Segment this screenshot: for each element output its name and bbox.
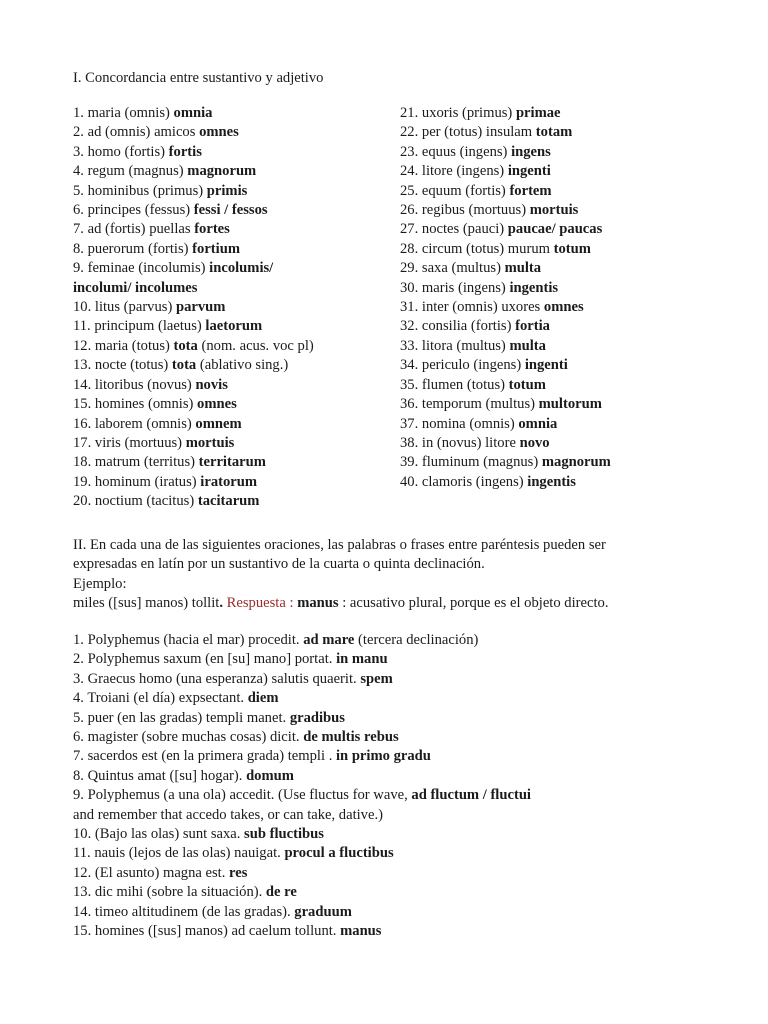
exercise-item [400, 317, 740, 336]
item-text: 10. litus (parvus) [73, 299, 176, 316]
item-text: 30. maris (ingens) [400, 279, 510, 296]
item-text: 2. ad (omnis) amicos [73, 124, 200, 141]
item-text: 18. matrum (territus) [73, 454, 199, 471]
exercise-item [73, 415, 393, 434]
example-answer: manus [297, 595, 339, 612]
item-answer: primis [206, 182, 248, 199]
exercise-item [400, 473, 740, 492]
exercise-item [400, 279, 740, 298]
item-answer: ingens [511, 143, 551, 160]
example-label: Ejemplo: [73, 575, 127, 592]
item-answer: multa [504, 260, 542, 277]
section-2-exercises [73, 631, 733, 942]
item-answer: ad mare [303, 632, 355, 648]
section-2-title: II. En cada una de las siguientes oraciones, las palabras o frases entre paréntesis pueden ser [73, 537, 606, 553]
exercise-item [73, 864, 733, 883]
item-text: 22. per (totus) insulam [400, 124, 536, 141]
right-column-exercises [400, 104, 740, 492]
item-text: 40. clamoris (ingens) [400, 473, 528, 490]
exercise-item [73, 201, 393, 220]
example-line [73, 594, 733, 613]
exercise-item [73, 883, 733, 902]
item-answer: magnorum [541, 454, 611, 471]
exercise-item [73, 689, 733, 708]
item-answer: fortes [194, 221, 230, 238]
exercise-item [400, 259, 740, 278]
item-text: 10. (Bajo las olas) sunt saxa. [73, 826, 245, 843]
item-answer: incolumi/ incolumes [73, 279, 198, 296]
exercise-item [73, 670, 733, 689]
item-answer: ingentis [509, 279, 559, 296]
item-answer: procul a fluctibus [284, 845, 394, 862]
item-text: 13. dic mihi (sobre la situación). [73, 884, 266, 901]
item-answer: laetorum [205, 318, 263, 335]
exercise-item [73, 453, 393, 472]
item-text: 3. Graecus homo (una esperanza) salutis quaerit. [73, 670, 361, 687]
item-text: 28. circum (totus) murum [400, 240, 554, 257]
exercise-item [400, 201, 740, 220]
exercise-item [73, 825, 733, 844]
item-answer: totum [508, 376, 546, 393]
item-text: 8. puerorum (fortis) [73, 240, 193, 257]
item-answer: multorum [538, 396, 602, 413]
item-text: 21. uxoris (primus) [400, 105, 516, 121]
item-answer: totam [535, 124, 573, 141]
exercise-item [73, 650, 733, 669]
exercise-item [400, 220, 740, 239]
item-answer: novo [519, 434, 550, 451]
exercise-item [73, 473, 393, 492]
example-text: miles ([sus] manos) tollit [73, 595, 220, 612]
item-text: 37. nomina (omnis) [400, 415, 519, 432]
item-text: 5. puer (en las gradas) templi manet. [73, 709, 290, 726]
item-text: 5. hominibus (primus) [73, 182, 207, 199]
exercise-item [400, 337, 740, 356]
item-answer: omnes [543, 299, 584, 316]
exercise-item-continuation: and remember that accedo takes, or can take, dative.) [73, 806, 383, 823]
exercise-item [73, 631, 733, 650]
exercise-item [73, 123, 393, 142]
exercise-item [73, 747, 733, 766]
item-text: 15. homines (omnis) [73, 396, 198, 413]
item-text: 4. Troiani (el día) expsectant. [73, 690, 248, 707]
exercise-item [400, 298, 740, 317]
exercise-item [73, 903, 733, 922]
item-text: 23. equus (ingens) [400, 143, 512, 160]
exercise-item [73, 922, 733, 941]
exercise-item [73, 162, 393, 181]
item-answer: manus [340, 923, 382, 940]
exercise-item [400, 162, 740, 181]
item-note: (tercera declinación) [354, 632, 479, 648]
item-text: 12. (El asunto) magna est. [73, 864, 230, 881]
item-text: 6. principes (fessus) [73, 202, 194, 219]
item-answer: tota [171, 357, 197, 374]
section-1-title: I. Concordancia entre sustantivo y adjetivo [73, 70, 324, 86]
item-text: 7. sacerdos est (en la primera grada) templi . [73, 748, 336, 765]
exercise-item [73, 356, 393, 375]
item-answer: iratorum [200, 473, 258, 490]
exercise-item [73, 240, 393, 259]
item-text: 14. timeo altitudinem (de las gradas). [73, 903, 295, 920]
item-text: 9. feminae (incolumis) [73, 260, 210, 277]
item-answer: spem [360, 670, 393, 687]
item-answer: res [229, 864, 248, 881]
exercise-item [400, 240, 740, 259]
item-answer: ad fluctum / fluctui [411, 787, 531, 804]
item-answer: omnes [197, 396, 237, 413]
item-answer: omnem [195, 415, 242, 432]
item-text: 27. noctes (pauci) [400, 221, 508, 238]
exercise-item [73, 298, 393, 317]
item-text: 25. equum (fortis) [400, 182, 510, 199]
section-2-instructions: expresadas en latín por un sustantivo de la cuarta o quinta declinación. [73, 556, 485, 573]
item-text: 20. noctium (tacitus) [73, 493, 198, 510]
item-text: 19. hominum (iratus) [73, 473, 201, 490]
item-answer: graduum [294, 903, 352, 920]
exercise-item [400, 104, 740, 123]
exercise-item [400, 143, 740, 162]
item-note: (ablativo sing.) [196, 357, 289, 374]
item-answer: diem [247, 690, 279, 707]
exercise-item [400, 123, 740, 142]
item-answer: in primo gradu [336, 748, 431, 765]
item-text: 9. Polyphemus (a una ola) accedit. (Use fluctus for wave, [73, 787, 412, 804]
exercise-item [73, 434, 393, 453]
section-2-intro [73, 536, 733, 614]
item-answer: de multis rebus [303, 729, 399, 746]
item-text: 15. homines ([sus] manos) ad caelum tollunt. [73, 923, 341, 940]
item-text: 17. viris (mortuus) [73, 434, 186, 451]
item-text: 4. regum (magnus) [73, 163, 188, 180]
exercise-item [73, 104, 393, 123]
item-text: 35. flumen (totus) [400, 376, 509, 393]
item-answer: incolumis/ [209, 260, 274, 277]
exercise-item [73, 376, 393, 395]
item-answer: ingentis [527, 473, 576, 490]
item-text: 11. principum (laetus) [73, 318, 206, 335]
item-answer: in manu [336, 651, 388, 668]
exercise-item [73, 337, 393, 356]
exercise-item [400, 415, 740, 434]
exercise-item [73, 220, 393, 239]
item-answer: gradibus [289, 709, 345, 726]
exercise-item [73, 767, 733, 786]
exercise-item [73, 844, 733, 863]
item-text: 26. regibus (mortuus) [400, 202, 530, 219]
item-text: 33. litora (multus) [400, 337, 510, 354]
item-answer: fortem [509, 182, 552, 199]
example-explanation: : acusativo plural, porque es el objeto directo. [338, 595, 609, 612]
item-answer: omnia [173, 105, 213, 121]
item-answer: paucae/ paucas [507, 221, 603, 238]
exercise-item [400, 356, 740, 375]
item-answer: omnia [518, 415, 558, 432]
exercise-item-continuation [73, 279, 393, 298]
exercise-item [73, 317, 393, 336]
item-answer: novis [195, 376, 228, 393]
item-answer: magnorum [187, 163, 257, 180]
item-answer: mortuis [185, 434, 235, 451]
example-period: . [219, 595, 223, 612]
exercise-item [73, 182, 393, 201]
exercise-item [400, 182, 740, 201]
item-answer: sub fluctibus [244, 826, 324, 843]
item-text: 3. homo (fortis) [73, 143, 169, 160]
item-answer: ingenti [507, 163, 551, 180]
item-text: 8. Quintus amat ([su] hogar). [73, 767, 247, 784]
item-answer: totum [553, 240, 591, 257]
item-answer: ingenti [524, 357, 568, 374]
item-answer: fessi / fessos [193, 202, 268, 219]
item-answer: fortia [515, 318, 550, 335]
item-text: 12. maria (totus) [73, 337, 174, 354]
exercise-item [73, 492, 393, 511]
item-text: 14. litoribus (novus) [73, 376, 196, 393]
item-text: 1. maria (omnis) [73, 105, 174, 121]
item-answer: territarum [198, 454, 266, 471]
item-text: 34. periculo (ingens) [400, 357, 525, 374]
item-answer: omnes [199, 124, 239, 141]
item-answer: domum [246, 767, 294, 784]
exercise-item [73, 395, 393, 414]
exercise-item [400, 376, 740, 395]
item-text: 38. in (novus) litore [400, 434, 520, 451]
item-text: 11. nauis (lejos de las olas) nauigat. [73, 845, 285, 862]
item-text: 32. consilia (fortis) [400, 318, 516, 335]
exercise-item [73, 728, 733, 747]
item-text: 24. litore (ingens) [400, 163, 508, 180]
exercise-item [73, 143, 393, 162]
item-text: 29. saxa (multus) [400, 260, 505, 277]
item-text: 2. Polyphemus saxum (en [su] mano] portat. [73, 651, 337, 668]
left-column-exercises [73, 104, 393, 512]
item-answer: fortium [192, 240, 240, 257]
exercise-item [73, 786, 733, 805]
item-answer: mortuis [529, 202, 579, 219]
item-text: 13. nocte (totus) [73, 357, 172, 374]
exercise-item [73, 709, 733, 728]
item-text: 39. fluminum (magnus) [400, 454, 542, 471]
respuesta-label: Respuesta : [223, 595, 298, 612]
exercise-item [73, 259, 393, 278]
item-answer: multa [509, 337, 546, 354]
exercise-item [400, 434, 740, 453]
exercise-item [400, 453, 740, 472]
item-answer: primae [515, 105, 561, 121]
item-text: 7. ad (fortis) puellas [73, 221, 195, 238]
exercise-item [400, 395, 740, 414]
item-text: 36. temporum (multus) [400, 396, 539, 413]
item-note: (nom. acus. voc pl) [197, 337, 314, 354]
item-text: 31. inter (omnis) uxores [400, 299, 544, 316]
item-answer: de re [265, 884, 297, 901]
item-text: 6. magister (sobre muchas cosas) dicit. [73, 729, 304, 746]
item-text: 1. Polyphemus (hacia el mar) procedit. [73, 632, 304, 648]
item-answer: tacitarum [197, 493, 260, 510]
item-text: 16. laborem (omnis) [73, 415, 196, 432]
item-answer: fortis [168, 143, 202, 160]
item-answer: parvum [175, 299, 226, 316]
item-answer: tota [173, 337, 198, 354]
